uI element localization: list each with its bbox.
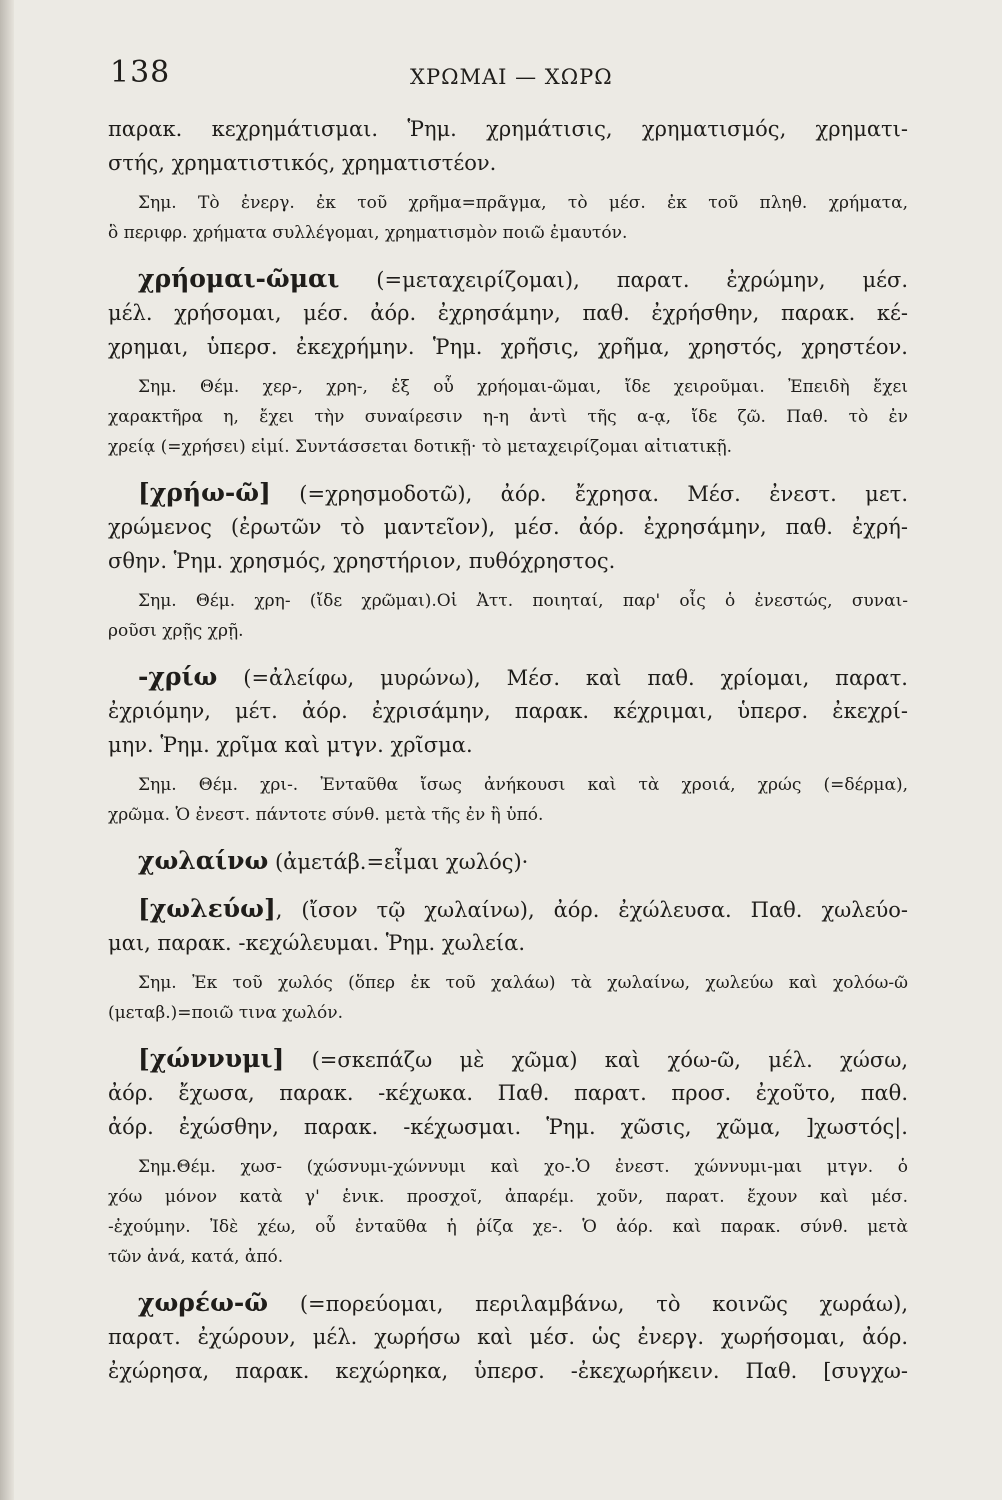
entry-line: [108, 330, 908, 364]
spacer: [108, 646, 908, 660]
entry-line: [108, 694, 908, 728]
spacer: [108, 364, 908, 372]
line-text: χρώμενος (ἐρωτῶν τὸ μαντεῖον), μέσ. ἀόρ. ἐχρησάμην, παθ. ἐχρή-: [108, 515, 908, 539]
entry-block: [108, 660, 908, 762]
note-line: [108, 402, 908, 432]
line-text: (ἀμετάβ.=εἶμαι χωλός)·: [268, 850, 529, 874]
entry-line: [108, 146, 908, 180]
line-text: (=πορεύομαι, περιλαμβάνω, τὸ κοινῶς χωράω),: [268, 1292, 908, 1316]
entry-line: [108, 112, 908, 146]
entry-line: [108, 296, 908, 330]
spacer: [108, 878, 908, 892]
running-head: ΧΡΩΜΑΙ — ΧΩΡΩ: [410, 65, 613, 89]
line-text: (=χρησμοδοτῶ), ἀόρ. ἔχρησα. Μέσ. ἐνεστ. μετ.: [270, 482, 908, 506]
entry-block: [108, 476, 908, 578]
spacer: [108, 830, 908, 844]
note-line: [108, 1152, 908, 1182]
line-text: χόω μόνον κατὰ γ' ἑνικ. προσχοῖ, ἀπαρέμ. χοῦν, παρατ. ἔχουν καὶ μέσ.: [108, 1187, 908, 1207]
entry-line: [108, 926, 908, 960]
entry-block: [108, 1152, 908, 1272]
line-text: μέλ. χρήσομαι, μέσ. ἀόρ. ἐχρησάμην, παθ. ἐχρήσθην, παρακ. κέ-: [108, 301, 908, 325]
line-text: (=σκεπάζω μὲ χῶμα) καὶ χόω-ῶ, μέλ. χώσω,: [284, 1048, 908, 1072]
entry-line: [108, 1354, 908, 1388]
entry-block: [108, 112, 908, 180]
entry-line: [108, 1286, 908, 1320]
line-text: Σημ. Θέμ. χρη- (ἴδε χρῶμαι).Οἱ Ἀττ. ποιηταί, παρ' οἷς ὁ ἐνεστώς, συναι-: [138, 591, 908, 611]
note-line: [108, 616, 908, 646]
note-line: [108, 1242, 908, 1272]
headword: χωρέω-ῶ: [138, 1288, 269, 1317]
line-text: Σημ. Θέμ. χρι-. Ἐνταῦθα ἴσως ἀνήκουσι καὶ τὰ χροιά, χρώς (=δέρμα),: [138, 775, 908, 795]
line-text: (=μεταχειρίζομαι), παρατ. ἐχρώμην, μέσ.: [339, 268, 908, 292]
entry-block: [108, 968, 908, 1028]
page-edge-shadow: [0, 0, 14, 1500]
note-line: [108, 188, 908, 218]
entry-line: [108, 728, 908, 762]
entry-line: [108, 844, 908, 878]
line-text: παρατ. ἐχώρουν, μέλ. χωρήσω καὶ μέσ. ὡς ἐνεργ. χωρήσομαι, ἀόρ.: [108, 1325, 908, 1349]
page-number: 138: [110, 55, 171, 90]
line-text: Σημ.Θέμ. χωσ- (χώσνυμι-χώννυμι καὶ χο-.Ὁ ἐνεστ. χώννυμι-μαι μτγν. ὁ: [138, 1157, 908, 1177]
line-text: χαρακτῆρα η, ἔχει τὴν συναίρεσιν η-η ἀντὶ τῆς α-ᾳ, ἴδε ζῶ. Παθ. τὸ ἐν: [108, 407, 908, 427]
note-line: [108, 372, 908, 402]
entry-line: [108, 1110, 908, 1144]
line-text: χρείᾳ (=χρήσει) εἰμί. Συντάσσεται δοτικῇ· τὸ μεταχειρίζομαι αἰτιατικῇ.: [108, 437, 733, 457]
note-line: [108, 800, 908, 830]
line-text: (=ἀλείφω, μυρώνω), Μέσ. καὶ παθ. χρίομαι, παρατ.: [217, 666, 908, 690]
entry-line: [108, 1076, 908, 1110]
headword: [χώννυμι]: [138, 1044, 285, 1073]
line-text: στής, χρηματιστικός, χρηματιστέον.: [108, 151, 497, 175]
note-line: [108, 968, 908, 998]
note-line: [108, 218, 908, 248]
line-text: ὃ περιφρ. χρήματα συλλέγομαι, χρηματισμὸν ποιῶ ἐμαυτόν.: [108, 223, 628, 243]
note-line: [108, 1212, 908, 1242]
line-text: τῶν ἀνά, κατά, ἀπό.: [108, 1247, 284, 1267]
note-line: [108, 1182, 908, 1212]
note-line: [108, 586, 908, 616]
entry-line: [108, 1320, 908, 1354]
entry-line: [108, 660, 908, 694]
line-text: ἀόρ. ἐχώσθην, παρακ. -κέχωσμαι. Ῥημ. χῶσις, χῶμα, ]χωστός|.: [108, 1115, 908, 1139]
headword: [χωλεύω]: [138, 894, 276, 923]
spacer: [108, 762, 908, 770]
headword: [χρήω-ῶ]: [138, 478, 271, 507]
spacer: [108, 1028, 908, 1042]
entry-block: [108, 1042, 908, 1144]
entry-block: [108, 586, 908, 646]
line-text: Σημ. Θέμ. χερ-, χρη-, ἐξ οὗ χρήομαι-ῶμαι, ἴδε χειροῦμαι. Ἐπειδὴ ἔχει: [138, 377, 908, 397]
headword: χρήομαι-ῶμαι: [138, 264, 340, 293]
page-body: [108, 112, 908, 1388]
line-text: ἐχώρησα, παρακ. κεχώρηκα, ὑπερσ. -ἐκεχωρήκειν. Παθ. [συγχω-: [108, 1359, 908, 1383]
entry-block: [108, 188, 908, 248]
line-text: ἐχριόμην, μέτ. ἀόρ. ἐχρισάμην, παρακ. κέχριμαι, ὑπερσ. ἐκεχρί-: [108, 699, 908, 723]
entry-line: [108, 892, 908, 926]
entry-line: [108, 476, 908, 510]
entry-line: [108, 262, 908, 296]
entry-line: [108, 510, 908, 544]
line-text: Σημ. Τὸ ἐνεργ. ἐκ τοῦ χρῆμα=πρᾶγμα, τὸ μέσ. ἐκ τοῦ πληθ. χρήματα,: [138, 193, 908, 213]
spacer: [108, 462, 908, 476]
line-text: , (ἴσον τῷ χωλαίνω), ἀόρ. ἐχώλευσα. Παθ. χωλεύο-: [275, 898, 908, 922]
line-text: Σημ. Ἐκ τοῦ χωλός (ὅπερ ἐκ τοῦ χαλάω) τὰ χωλαίνω, χωλεύω καὶ χολόω-ῶ: [138, 973, 908, 993]
line-text: μαι, παρακ. -κεχώλευμαι. Ῥημ. χωλεία.: [108, 931, 526, 955]
note-line: [108, 770, 908, 800]
entry-block: [108, 892, 908, 960]
entry-block: [108, 844, 908, 878]
spacer: [108, 248, 908, 262]
note-line: [108, 998, 908, 1028]
line-text: σθην. Ῥημ. χρησμός, χρηστήριον, πυθόχρηστος.: [108, 549, 616, 573]
entry-line: [108, 544, 908, 578]
entry-block: [108, 372, 908, 462]
spacer: [108, 960, 908, 968]
spacer: [108, 578, 908, 586]
spacer: [108, 1144, 908, 1152]
line-text: ἀόρ. ἔχωσα, παρακ. -κέχωκα. Παθ. παρατ. προσ. ἐχοῦτο, παθ.: [108, 1081, 908, 1105]
spacer: [108, 180, 908, 188]
entry-block: [108, 770, 908, 830]
note-line: [108, 432, 908, 462]
spacer: [108, 1272, 908, 1286]
headword: χωλαίνω: [138, 846, 269, 875]
line-text: -ἐχούμην. Ἰδὲ χέω, οὗ ἐνταῦθα ἡ ῥίζα χε-. Ὁ ἀόρ. καὶ παρακ. σύνθ. μετὰ: [108, 1217, 908, 1237]
entry-block: [108, 1286, 908, 1388]
line-text: χρημαι, ὑπερσ. ἐκεχρήμην. Ῥημ. χρῆσις, χρῆμα, χρηστός, χρηστέον.: [108, 335, 908, 359]
line-text: παρακ. κεχρημάτισμαι. Ῥημ. χρημάτισις, χρηματισμός, χρηματι-: [108, 117, 908, 141]
headword: -χρίω: [138, 662, 218, 691]
page-header: [110, 55, 940, 95]
line-text: χρῶμα. Ὁ ἐνεστ. πάντοτε σύνθ. μετὰ τῆς ἐν ἢ ὑπό.: [108, 805, 544, 825]
line-text: μην. Ῥημ. χρῖμα καὶ μτγν. χρῖσμα.: [108, 733, 473, 757]
line-text: ροῦσι χρῇς χρῇ.: [108, 621, 244, 641]
entry-block: [108, 262, 908, 364]
line-text: (μεταβ.)=ποιῶ τινα χωλόν.: [108, 1003, 344, 1023]
entry-line: [108, 1042, 908, 1076]
